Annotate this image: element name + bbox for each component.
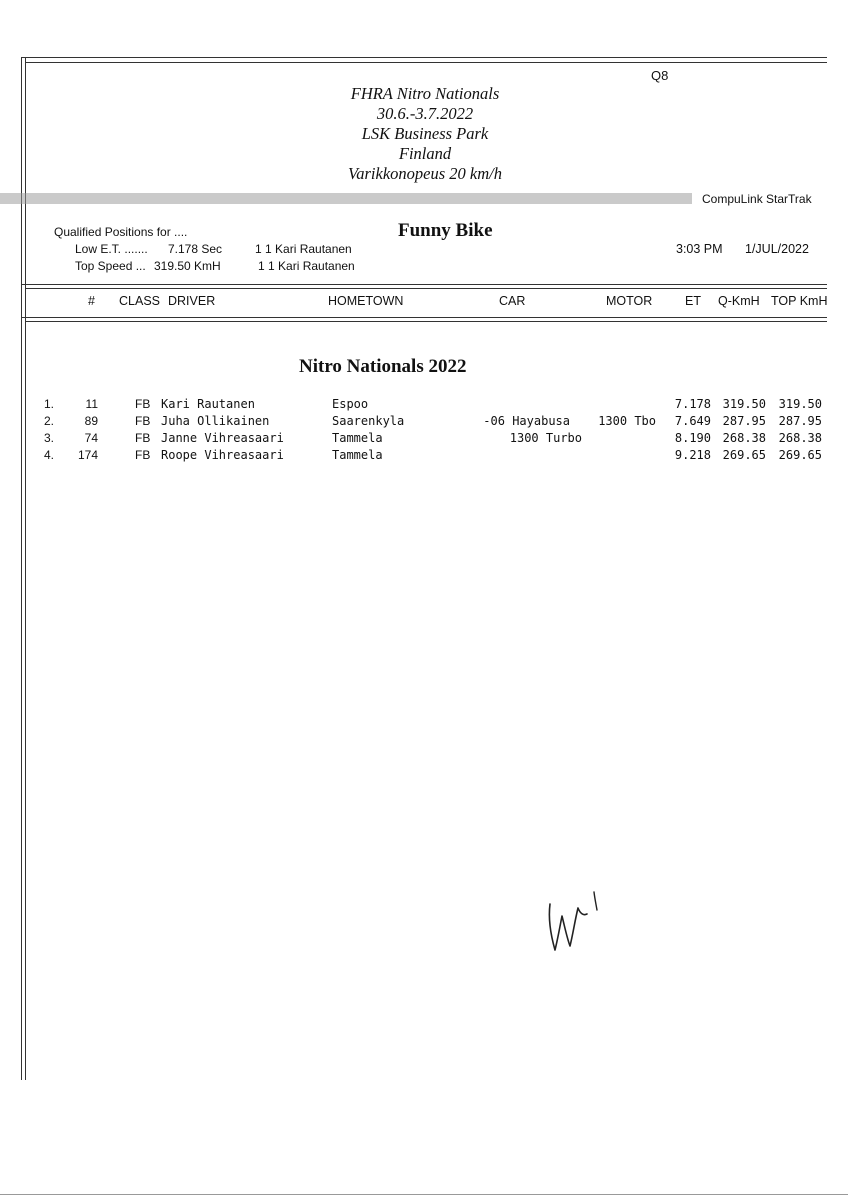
table-row [0, 431, 848, 448]
columns-rule-inner [25, 321, 827, 322]
table-row [0, 397, 848, 414]
row-number: 174 [77, 448, 98, 462]
row-topkmh: 287.95 [778, 414, 822, 428]
top-speed-holder: 1 1 Kari Rautanen [258, 259, 355, 273]
row-position: 2. [44, 414, 55, 428]
columns-rule [21, 317, 827, 318]
class-title: Funny Bike [398, 220, 493, 241]
bottom-rule [0, 1194, 848, 1195]
row-et: 7.649 [674, 414, 711, 428]
row-topkmh: 319.50 [778, 397, 822, 411]
top-speed-label: Top Speed ... [75, 259, 146, 273]
row-driver: Janne Vihreasaari [161, 431, 284, 445]
row-qkmh: 287.95 [722, 414, 766, 428]
page-code: Q8 [651, 68, 669, 83]
qualified-rule [21, 284, 827, 285]
col-car: CAR [499, 294, 526, 308]
event-pit-speed: Varikkonopeus 20 km/h [348, 164, 502, 183]
table-row [0, 414, 848, 431]
dotted-band [0, 193, 692, 204]
event-country: Finland [398, 144, 452, 163]
row-position: 3. [44, 431, 55, 445]
row-hometown: Tammela [332, 431, 383, 445]
row-et: 8.190 [674, 431, 711, 445]
row-class: FB [135, 397, 151, 411]
row-position: 4. [44, 448, 55, 462]
row-driver: Juha Ollikainen [161, 414, 270, 428]
low-et-label: Low E.T. ....... [75, 242, 148, 256]
col-topkmh: TOP KmH [771, 294, 828, 308]
col-et: ET [685, 294, 701, 308]
row-driver: Kari Rautanen [161, 397, 255, 411]
row-car: 1300 Turbo [509, 431, 582, 445]
top-rule-inner [25, 62, 827, 63]
row-topkmh: 268.38 [778, 431, 822, 445]
table-row [0, 448, 848, 465]
col-qkmh: Q-KmH [718, 294, 760, 308]
qualified-rule-inner [25, 288, 827, 289]
row-class: FB [135, 448, 151, 462]
row-motor: 1300 Tbo [598, 414, 656, 428]
row-class: FB [135, 414, 151, 428]
col-driver: DRIVER [168, 294, 216, 308]
event-header [300, 84, 550, 184]
system-label: CompuLink StarTrak [702, 192, 812, 206]
section-title: Nitro Nationals 2022 [299, 356, 467, 377]
row-qkmh: 319.50 [722, 397, 766, 411]
top-rule [21, 57, 827, 58]
qualified-heading: Qualified Positions for .... [54, 225, 188, 239]
left-border [21, 57, 22, 1080]
col-motor: MOTOR [606, 294, 653, 308]
row-et: 7.178 [674, 397, 711, 411]
low-et-value: 7.178 Sec [168, 242, 223, 256]
row-car: -06 Hayabusa [483, 414, 570, 428]
row-driver: Roope Vihreasaari [161, 448, 284, 462]
event-dates: 30.6.-3.7.2022 [376, 104, 474, 123]
row-hometown: Tammela [332, 448, 383, 462]
row-hometown: Espoo [332, 397, 369, 411]
signature [538, 880, 608, 960]
col-class: CLASS [119, 294, 160, 308]
col-hometown: HOMETOWN [328, 294, 404, 308]
top-speed-value: 319.50 KmH [154, 259, 221, 273]
row-number: 89 [84, 414, 98, 428]
row-class: FB [135, 431, 151, 445]
row-qkmh: 268.38 [722, 431, 766, 445]
left-border-inner [25, 57, 26, 1080]
event-name: FHRA Nitro Nationals [350, 84, 500, 103]
row-position: 1. [44, 397, 55, 411]
report-date: 1/JUL/2022 [745, 242, 809, 256]
event-venue: LSK Business Park [361, 124, 489, 143]
row-topkmh: 269.65 [778, 448, 822, 462]
row-et: 9.218 [674, 448, 711, 462]
row-hometown: Saarenkyla [332, 414, 405, 428]
row-number: 11 [85, 397, 98, 411]
col-num: # [88, 294, 95, 308]
report-time: 3:03 PM [676, 242, 723, 256]
row-number: 74 [84, 431, 98, 445]
low-et-holder: 1 1 Kari Rautanen [255, 242, 352, 256]
row-qkmh: 269.65 [722, 448, 766, 462]
